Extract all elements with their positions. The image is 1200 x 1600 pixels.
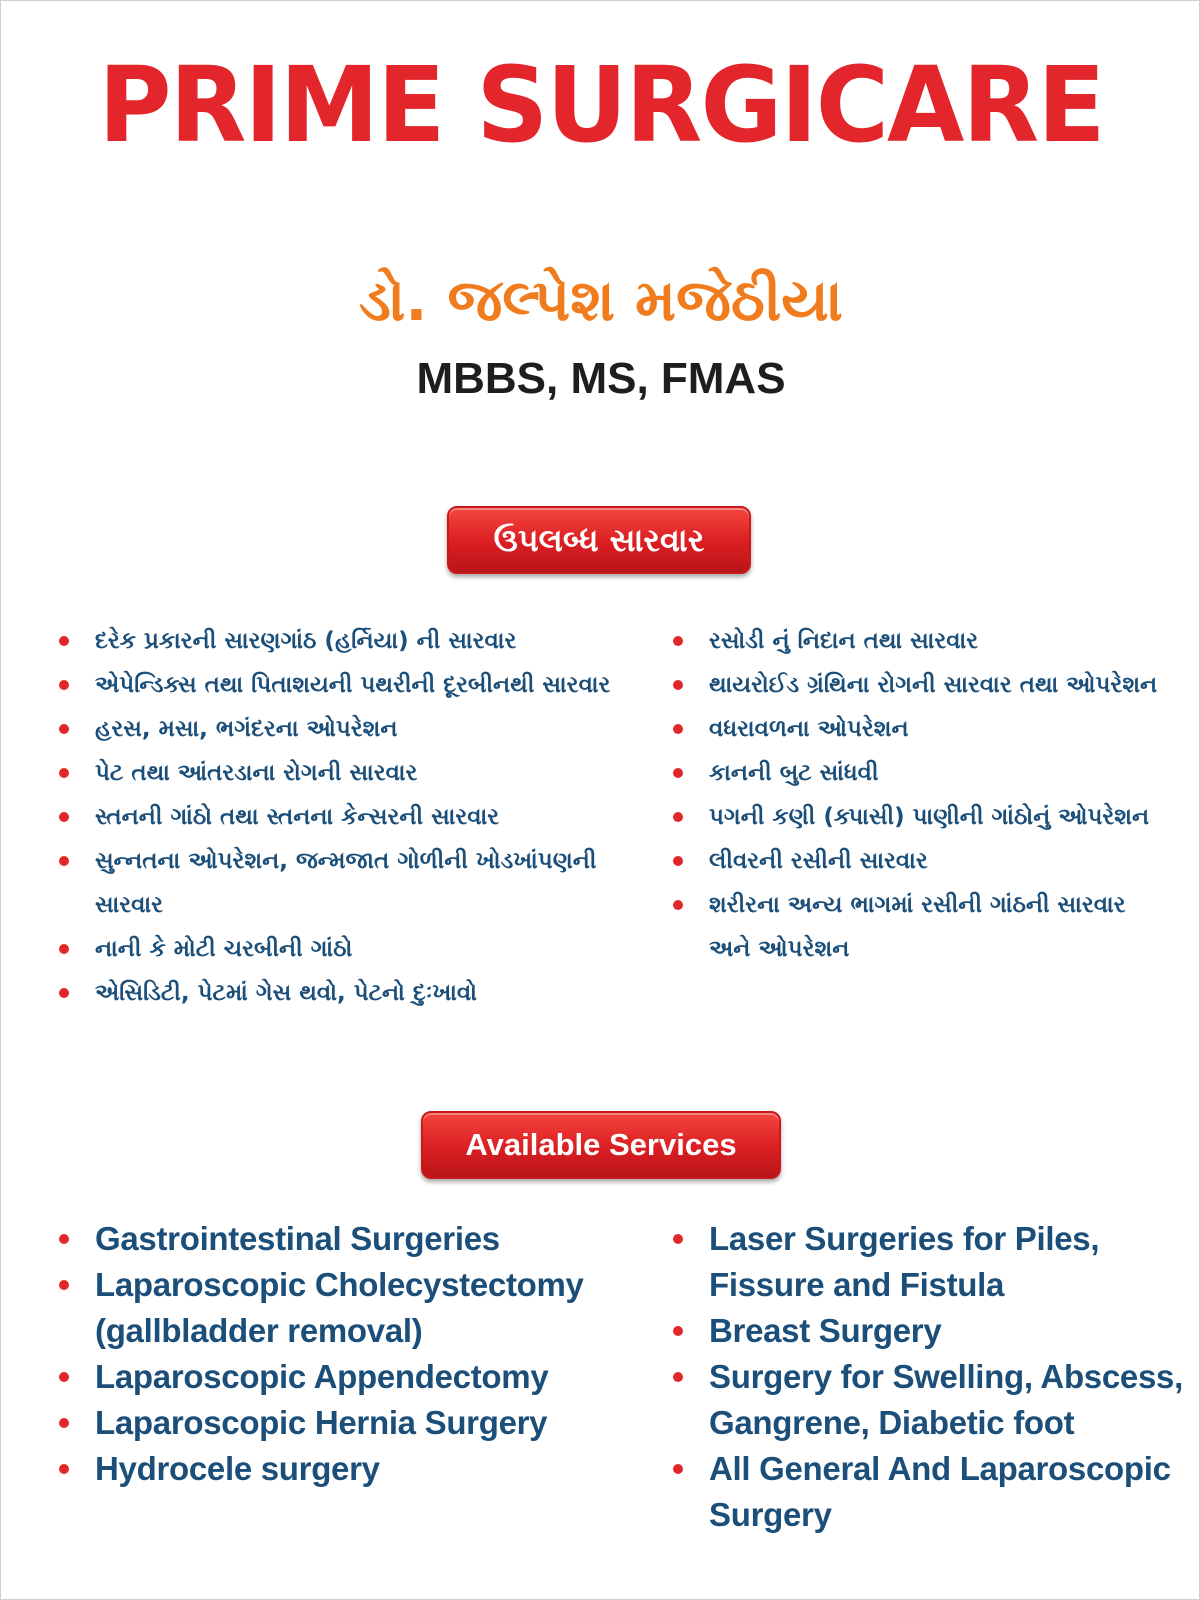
list-item: શરીરના અન્ય ભાગમાં રસીની ગાંઠની સારવાર અને ઓપરેશન xyxy=(673,883,1173,971)
gujarati-services-list-right xyxy=(673,619,1173,971)
list-item: Laparoscopic Cholecystectomy (gallbladder removal) xyxy=(59,1262,639,1354)
list-item: સુન્નતના ઓપરેશન, જન્મજાત ગોળીની ખોડખાંપણની સારવાર xyxy=(59,839,639,927)
list-item: કાનની બુટ સાંધવી xyxy=(673,751,1173,795)
list-item: થાયરોઈડ ગ્રંથિના રોગની સારવાર તથા ઓપરેશન xyxy=(673,663,1173,707)
list-item: હરસ, મસા, ભગંદરના ઓપરેશન xyxy=(59,707,639,751)
list-item: દરેક પ્રકારની સારણગાંઠ (હર્નિયા) ની સારવાર xyxy=(59,619,639,663)
list-item: એસિડિટી, પેટમાં ગેસ થવો, પેટનો દુઃખાવો xyxy=(59,971,639,1015)
english-services-list-left xyxy=(59,1216,639,1492)
english-services-badge: Available Services xyxy=(421,1111,781,1179)
list-item: All General And Laparoscopic Surgery xyxy=(673,1446,1188,1538)
list-item: રસોડી નું નિદાન તથા સારવાર xyxy=(673,619,1173,663)
list-item: Gastrointestinal Surgeries xyxy=(59,1216,639,1262)
list-item: Hydrocele surgery xyxy=(59,1446,639,1492)
gujarati-services-badge: ઉપલબ્ધ સારવાર xyxy=(447,506,751,574)
clinic-title: PRIME SURGICARE xyxy=(98,44,1104,166)
list-item: Laser Surgeries for Piles, Fissure and Fistula xyxy=(673,1216,1188,1308)
list-item: Laparoscopic Appendectomy xyxy=(59,1354,639,1400)
list-item: Breast Surgery xyxy=(673,1308,1188,1354)
list-item: Laparoscopic Hernia Surgery xyxy=(59,1400,639,1446)
list-item: એપેન્ડિક્સ તથા પિતાશયની પથરીની દૂરબીનથી સારવાર xyxy=(59,663,639,707)
list-item: વધરાવળના ઓપરેશન xyxy=(673,707,1173,751)
list-item: લીવરની રસીની સારવાર xyxy=(673,839,1173,883)
list-item: પેટ તથા આંતરડાના રોગની સારવાર xyxy=(59,751,639,795)
english-services-list-right xyxy=(673,1216,1188,1538)
list-item: સ્તનની ગાંઠો તથા સ્તનના કેન્સરની સારવાર xyxy=(59,795,639,839)
list-item: Surgery for Swelling, Abscess, Gangrene, Diabetic foot xyxy=(673,1354,1188,1446)
list-item: પગની કણી (ક્પાસી) પાણીની ગાંઠોનું ઓપરેશન xyxy=(673,795,1173,839)
gujarati-services-list-left xyxy=(59,619,639,1015)
doctor-name: ડો. જલ્પેશ મજેઠીયા xyxy=(358,266,844,334)
doctor-degree: MBBS, MS, FMAS xyxy=(416,354,786,403)
list-item: નાની કે મોટી ચરબીની ગાંઠો xyxy=(59,927,639,971)
